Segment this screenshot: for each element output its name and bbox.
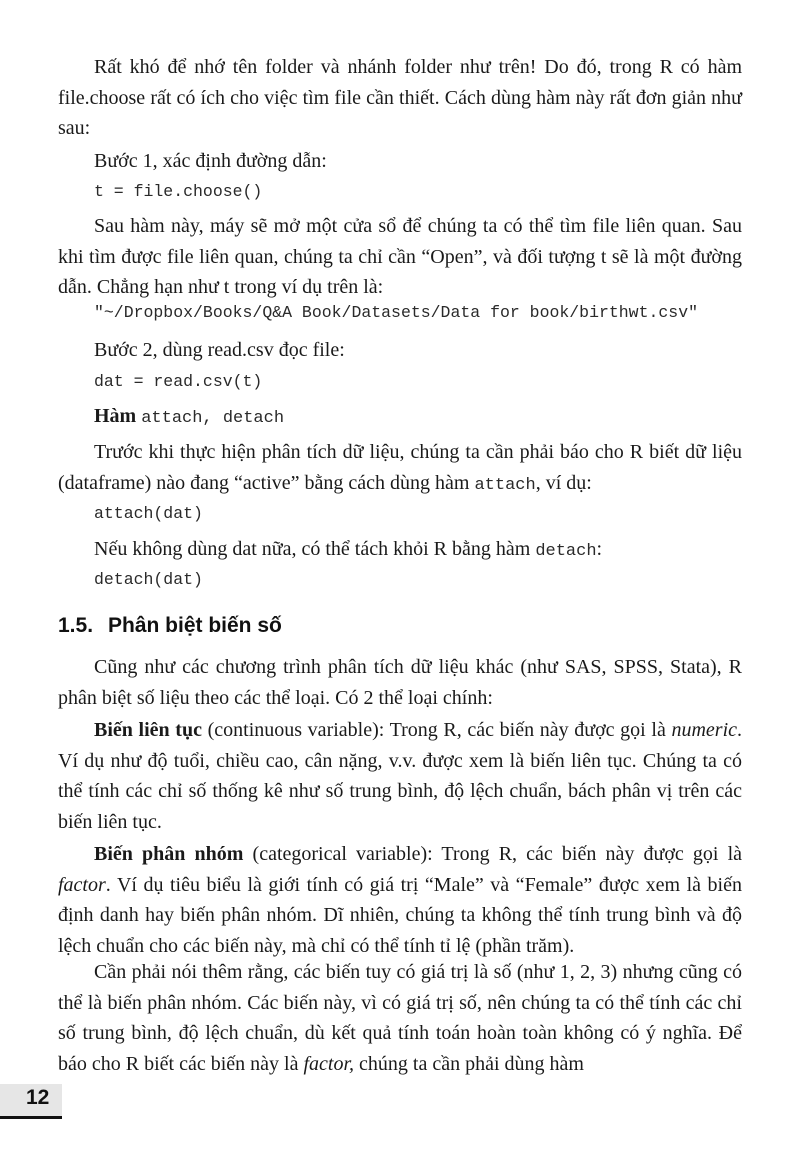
categorical-text2: . Ví dụ tiêu biểu là giới tính có giá trị “Male” và “Female” được xem là biến định danh hay biến phân nhóm. Dĩ nhiên, chúng ta không thể tính trung bình và độ lệch chuẩn cho các biến này, mà chỉ có thể tính tỉ lệ (phần trăm).: [58, 873, 742, 957]
last-text2: chúng ta cần phải dùng hàm: [354, 1052, 584, 1075]
attach-text: Trước khi thực hiện phân tích dữ liệu, chúng ta cần phải báo cho R biết dữ liệu (dataframe) nào đang “active” bằng cách dùng hàm: [58, 441, 742, 494]
heading-word: Hàm: [94, 405, 137, 427]
step2-label: Bước 2, dùng read.csv đọc file:: [94, 339, 345, 361]
paragraph-intro: Rất khó để nhớ tên folder và nhánh folder như trên! Do đó, trong R có hàm file.choose rất có ích cho việc tìm file cần thiết. Cách dùng hàm này rất đơn giản như sau:: [58, 56, 742, 139]
continuous-text2: . Ví dụ như độ tuổi, chiều cao, cân nặng, v.v. được xem là biến liên tục. Chúng ta có thể tính các chỉ số thống kê như số trung bình, độ lệch chuẩn, bách phân vị trên các biến liên tục.: [58, 719, 743, 833]
last-text1: Cần phải nói thêm rằng, các biến tuy có giá trị là số (như 1, 2, 3) nhưng cũng có thể là biến phân nhóm. Các biến này, vì có giá trị số, nên chúng ta có thể tính các chỉ số trung bình, độ lệch chuẩn, dù kết quả tính toán hoàn toàn không có ý nghĩa. Để báo cho R biết các biến này là: [58, 961, 742, 1075]
code-read-csv: dat = read.csv(t): [94, 372, 263, 391]
section-title: Phân biệt biến số: [108, 614, 282, 637]
paragraph-section-intro: Cũng như các chương trình phân tích dữ liệu khác (như SAS, SPSS, Stata), R phân biệt số liệu theo các thể loại. Có 2 thể loại chính:: [58, 656, 742, 709]
code-file-choose: t = file.choose(): [94, 182, 263, 201]
paragraph-after-choose: Sau hàm này, máy sẽ mở một cửa sổ để chúng ta có thể tìm file liên quan. Sau khi tìm được file liên quan, chúng ta chỉ cần “Open”, và đối tượng t sẽ là một đường dẫn. Chẳng hạn như t trong ví dụ trên là:: [58, 215, 742, 298]
paragraph-categorical: [58, 839, 742, 961]
detach-text: Nếu không dùng dat nữa, có thể tách khỏi R bằng hàm: [94, 538, 531, 560]
attach-detach-heading: [94, 401, 284, 434]
paragraph-detach: [94, 534, 602, 567]
detach-function: detach: [535, 542, 597, 561]
section-heading: [58, 614, 282, 638]
page-number: 12: [26, 1086, 50, 1109]
paragraph-last: [58, 957, 742, 1079]
continuous-italic: numeric: [671, 719, 738, 741]
step1-label: Bước 1, xác định đường dẫn:: [94, 150, 327, 172]
section-number: 1.5.: [58, 614, 94, 637]
categorical-italic: factor: [58, 873, 106, 896]
continuous-text1: (continuous variable): Trong R, các biến này được gọi là: [201, 719, 672, 741]
categorical-text1: (categorical variable): Trong R, các biến này được gọi là: [243, 843, 743, 865]
attach-function: attach: [474, 475, 536, 495]
heading-functions: attach, detach: [141, 409, 285, 428]
paragraph-attach: [58, 437, 742, 501]
code-path: "~/Dropbox/Books/Q&A Book/Datasets/Data for book/birthwt.csv": [94, 303, 698, 322]
term-continuous: Biến liên tục: [94, 719, 202, 741]
code-attach: attach(dat): [94, 504, 203, 523]
paragraph-continuous: [58, 715, 742, 837]
code-detach: detach(dat): [94, 570, 203, 589]
term-categorical: Biến phân nhóm: [94, 843, 244, 865]
last-italic: factor,: [303, 1052, 355, 1075]
page-number-rule: [0, 1116, 62, 1119]
detach-tail: :: [596, 538, 603, 560]
page-number-box: [0, 1084, 62, 1116]
attach-tail: , ví dụ:: [535, 471, 592, 494]
